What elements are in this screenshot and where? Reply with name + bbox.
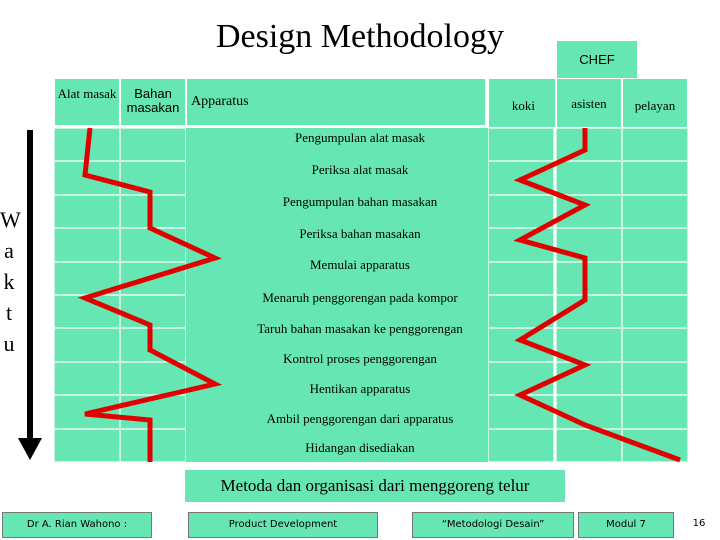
page-title: Design Methodology — [215, 18, 505, 55]
step-label: Menaruh penggorengan pada kompor — [262, 290, 458, 305]
waktu-letter: a — [4, 238, 14, 263]
waktu-letter: t — [5, 300, 13, 325]
step-label: Hidangan disediakan — [305, 440, 415, 455]
step-label: Hentikan apparatus — [309, 381, 411, 396]
time-arrow-head — [18, 438, 42, 460]
footer-course: Product Development — [188, 512, 378, 538]
footer-topic: “Metodologi Desain” — [412, 512, 574, 538]
step-label: Pengumpulan alat masak — [295, 130, 425, 145]
step-label: Pengumpulan bahan masakan — [282, 194, 438, 209]
waktu-letter: u — [3, 331, 15, 356]
right-flow-line — [520, 128, 680, 460]
header-chef: CHEF — [556, 40, 638, 80]
footer-author: Dr A. Rian Wahono : — [2, 512, 152, 538]
step-label: Periksa bahan masakan — [299, 226, 421, 241]
step-label: Memulai apparatus — [310, 257, 410, 272]
left-flow-line — [85, 128, 215, 462]
footer-module: Modul 7 — [578, 512, 674, 538]
step-label: Ambil penggorengan dari apparatus — [266, 411, 454, 426]
step-label: Taruh bahan masakan ke penggorengan — [257, 321, 463, 336]
diagram-caption: Metoda dan organisasi dari menggoreng telur — [185, 470, 565, 502]
waktu-letter: W — [0, 207, 21, 232]
header-koki: koki — [488, 78, 556, 128]
header-apparatus: Apparatus — [186, 78, 486, 126]
header-asisten: asisten — [556, 78, 622, 128]
waktu-letter: k — [3, 269, 15, 294]
footer-page-number: 16 — [692, 518, 706, 529]
header-bahan-masakan: Bahan masakan — [120, 78, 186, 126]
step-label: Kontrol proses penggorengan — [283, 351, 437, 366]
step-label: Periksa alat masak — [311, 162, 409, 177]
header-pelayan: pelayan — [622, 78, 688, 128]
header-alat-masak: Alat masak — [54, 78, 120, 126]
